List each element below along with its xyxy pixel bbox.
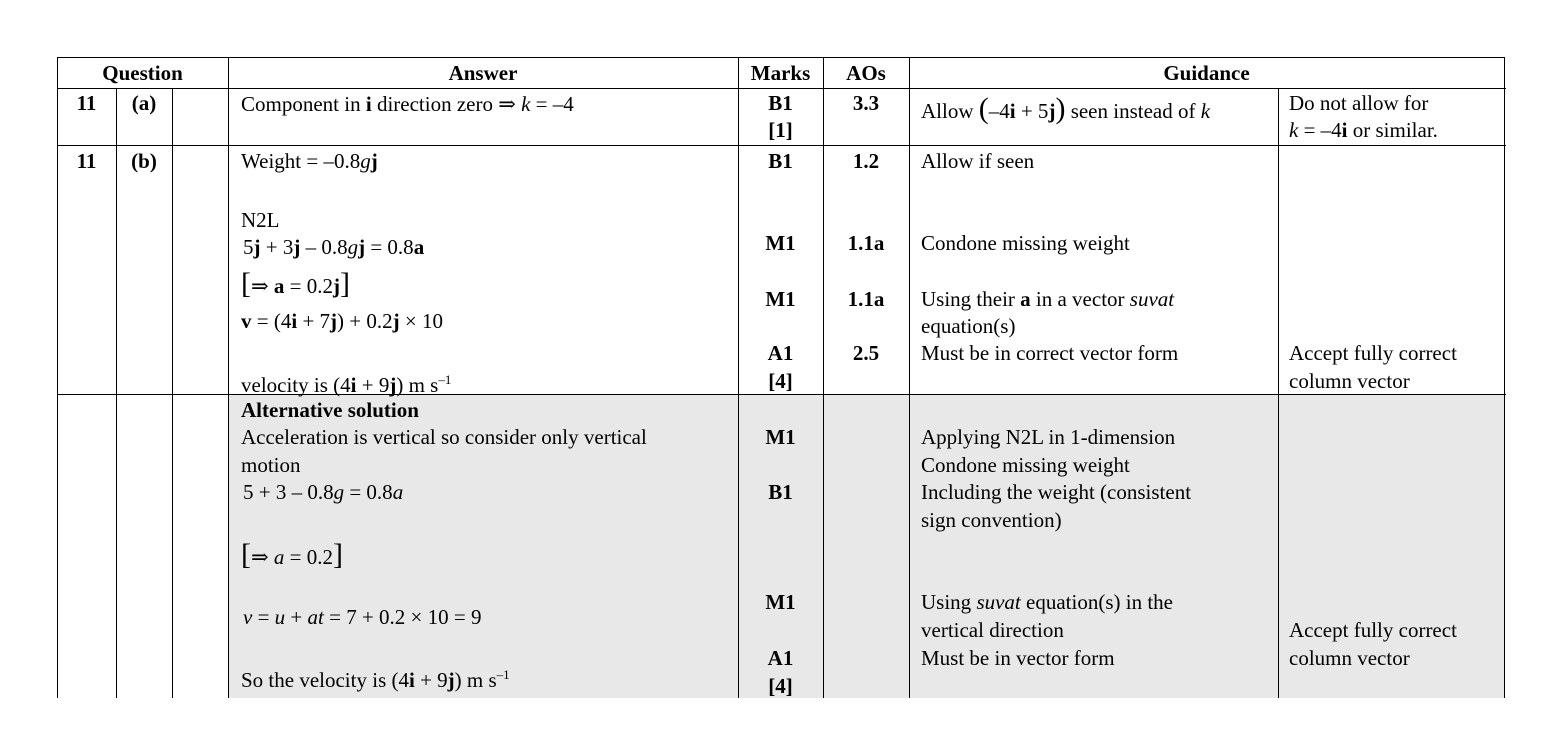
ao-a: 3.3 <box>852 91 880 115</box>
alt-equation: 5 + 3 – 0.8g = 0.8a <box>243 480 404 504</box>
alt-mark-4: A1 <box>767 646 794 670</box>
guidance-b-2: Condone missing weight <box>921 231 1130 255</box>
ao-b-4: 2.5 <box>852 341 880 365</box>
alt-guidance-1a: Applying N2L in 1-dimension <box>921 425 1176 449</box>
answer-b-equation: 5j + 3j – 0.8gj = 0.8a <box>243 235 425 259</box>
alt-mark-1: M1 <box>765 425 796 449</box>
answer-b-n2l: N2L <box>241 208 280 232</box>
guidance-b-1: Allow if seen <box>921 149 1035 173</box>
guidance-a-disallow-line1: Do not allow for <box>1289 91 1429 115</box>
alt-guidance-3: Using suvat equation(s) in the <box>921 590 1173 614</box>
answer-b-result: [⇒ a = 0.2j] <box>241 267 350 300</box>
alt-mark-2: B1 <box>768 480 793 504</box>
alt-guidance-2a: Including the weight (consistent <box>921 480 1192 504</box>
alt-guidance-5-line2: column vector <box>1289 646 1410 670</box>
mark-total-a: [1] <box>768 118 793 142</box>
mark-b-1: B1 <box>768 149 793 173</box>
guidance-b-4: Must be in correct vector form <box>921 341 1179 365</box>
header-guidance: Guidance <box>1163 61 1250 85</box>
alt-guidance-1b: Condone missing weight <box>921 453 1130 477</box>
alt-line1: Acceleration is vertical so consider only vertical <box>241 425 647 449</box>
alt-suvat-eq: v = u + at = 7 + 0.2 × 10 = 9 <box>243 605 482 629</box>
answer-a: Component in i direction zero ⇒ k = –4 <box>241 92 574 116</box>
header-aos: AOs <box>846 61 886 85</box>
guidance-b-5-line2: column vector <box>1289 369 1410 393</box>
mark-b-4: A1 <box>767 341 794 365</box>
mark-a: B1 <box>768 91 793 115</box>
answer-b-velocity-eq: v = (4i + 7j) + 0.2j × 10 <box>241 309 443 333</box>
alt-mark-3: M1 <box>765 590 796 614</box>
alt-mark-total: [4] <box>768 674 793 698</box>
guidance-a-allow: Allow (–4i + 5j) seen instead of k <box>921 92 1211 125</box>
header-marks: Marks <box>750 61 811 85</box>
ao-b-1: 1.2 <box>852 149 880 173</box>
ao-b-2: 1.1a <box>847 231 885 255</box>
header-question: Question <box>102 61 183 85</box>
alt-guidance-2b: sign convention) <box>921 508 1062 532</box>
mark-b-2: M1 <box>765 231 796 255</box>
question-part: (a) <box>131 91 157 115</box>
alt-guidance-5-line1: Accept fully correct <box>1289 618 1457 642</box>
guidance-a-disallow-line2: k = –4i or similar. <box>1289 118 1438 142</box>
question-number: 11 <box>76 91 97 115</box>
guidance-b-5-line1: Accept fully correct <box>1289 341 1457 365</box>
alt-guidance-3-line2: vertical direction <box>921 618 1064 642</box>
alt-result: [⇒ a = 0.2] <box>241 538 343 571</box>
alt-line2: motion <box>241 453 301 477</box>
alt-title: Alternative solution <box>241 398 419 422</box>
mark-total-b: [4] <box>768 369 793 393</box>
mark-b-3: M1 <box>765 287 796 311</box>
guidance-b-3-line2: equation(s) <box>921 314 1016 338</box>
question-number: 11 <box>76 149 97 173</box>
question-part: (b) <box>131 149 157 173</box>
guidance-b-3: Using their a in a vector suvat <box>921 287 1175 311</box>
header-answer: Answer <box>448 61 518 85</box>
ao-b-3: 1.1a <box>847 287 885 311</box>
answer-b-final: velocity is (4i + 9j) m $s^{-1}$ <box>241 372 452 397</box>
alt-final: So the velocity is (4i + 9j) m $s^{-1}$ <box>241 667 510 692</box>
answer-b-weight: Weight = –0.8gj <box>241 149 378 173</box>
alt-guidance-4: Must be in vector form <box>921 646 1115 670</box>
